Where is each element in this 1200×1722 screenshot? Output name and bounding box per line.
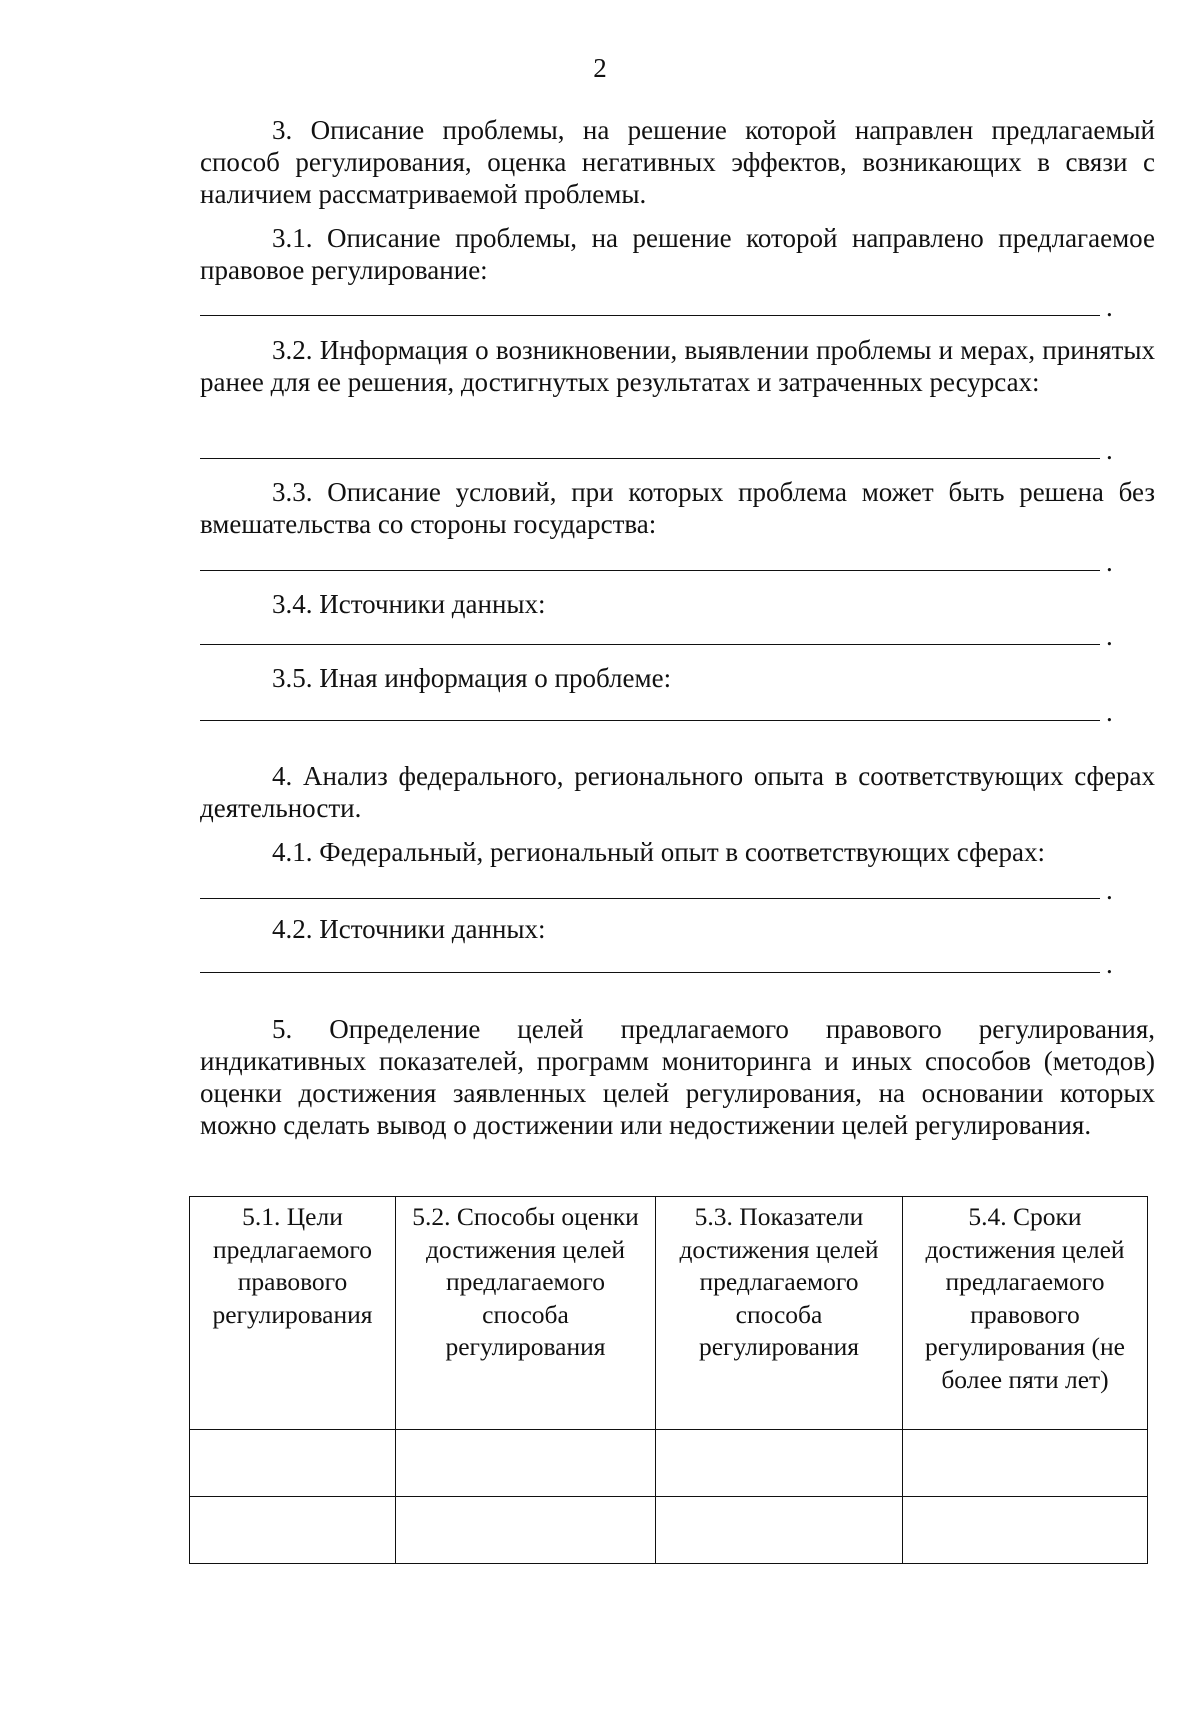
item-3-4-text: 3.4. Источники данных: — [272, 589, 546, 619]
table-cell — [190, 1497, 396, 1564]
table-header-cell-indicators: 5.3. Показатели достижения целей предлагаемого способа регулирования — [656, 1197, 903, 1430]
item-3-5-text: 3.5. Иная информация о проблеме: — [272, 663, 672, 693]
item-4-1-line-end: . — [1106, 875, 1113, 905]
item-3-3-fill-line — [200, 570, 1100, 571]
item-3-5-line-end: . — [1106, 697, 1113, 727]
item-3-4-line-end: . — [1106, 621, 1113, 651]
item-3-1-fill-line — [200, 315, 1100, 316]
table-header-cell-methods: 5.2. Способы оценки достижения целей предлагаемого способа регулирования — [396, 1197, 656, 1430]
table-header-row — [190, 1197, 1148, 1430]
item-3-5-fill-line — [200, 720, 1100, 721]
item-3-2-text: 3.2. Информация о возникновении, выявлении проблемы и мерах, принятых ранее для ее решения, достигнутых результатах и затраченных ресурсах: — [200, 335, 1155, 397]
section-5-title: 5. Определение целей предлагаемого правового регулирования, индикативных показателей, программ мониторинга и иных способов (методов) оценки достижения заявленных целей регулирования, на основании которых можно сделать вывод о достижении или недостижении целей регулирования. — [200, 1014, 1155, 1140]
item-3-2-line-end: . — [1106, 435, 1113, 465]
section-3-title: 3. Описание проблемы, на решение которой направлен предлагаемый способ регулирования, оценка негативных эффектов, возникающих в связи с наличием рассматриваемой проблемы. — [200, 115, 1155, 209]
table-row — [190, 1430, 1148, 1497]
item-3-2-fill-line — [200, 458, 1100, 459]
goals-table — [189, 1196, 1148, 1564]
section-4-title: 4. Анализ федерального, регионального опыта в соответствующих сферах деятельности. — [200, 761, 1155, 823]
table-cell — [396, 1497, 656, 1564]
table-header-cell-terms: 5.4. Сроки достижения целей предлагаемого правового регулирования (не более пяти лет) — [903, 1197, 1148, 1430]
table-cell — [903, 1497, 1148, 1564]
table-header-cell-goals: 5.1. Цели предлагаемого правового регулирования — [190, 1197, 396, 1430]
table-cell — [190, 1430, 396, 1497]
item-3-1-line-end: . — [1106, 292, 1113, 322]
item-3-3-line-end: . — [1106, 547, 1113, 577]
item-4-1-text: 4.1. Федеральный, региональный опыт в соответствующих сферах: — [272, 837, 1046, 867]
item-4-2-text: 4.2. Источники данных: — [272, 914, 546, 944]
item-4-1-fill-line — [200, 898, 1100, 899]
item-3-3-text: 3.3. Описание условий, при которых проблема может быть решена без вмешательства со стороны государства: — [200, 477, 1155, 539]
item-3-4-fill-line — [200, 644, 1100, 645]
item-3-1-text: 3.1. Описание проблемы, на решение которой направлено предлагаемое правовое регулирование: — [200, 223, 1155, 285]
item-4-2-line-end: . — [1106, 949, 1113, 979]
table-row — [190, 1497, 1148, 1564]
table-cell — [656, 1430, 903, 1497]
table-cell — [656, 1497, 903, 1564]
item-4-2-fill-line — [200, 972, 1100, 973]
table-cell — [396, 1430, 656, 1497]
table-cell — [903, 1430, 1148, 1497]
page-number: 2 — [593, 53, 607, 83]
